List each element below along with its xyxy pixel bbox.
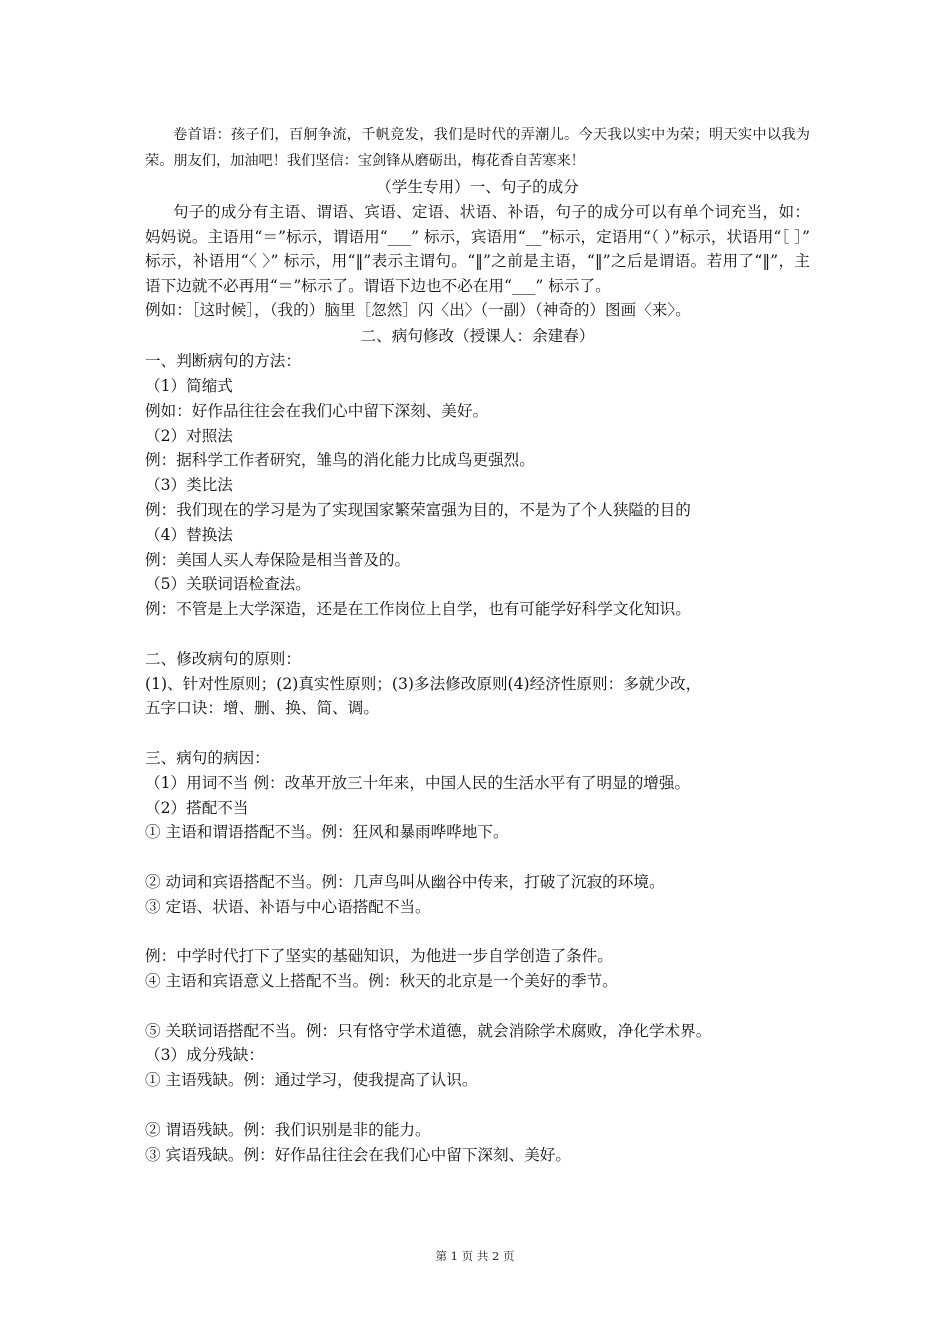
page-content [145,122,810,1167]
text-line: (1)、针对性原则；(2)真实性原则；(3)多法修改原则(4)经济性原则：多就少改， [145,674,702,693]
text-line: 例：美国人买人寿保险是相当普及的。 [145,550,411,569]
text-line: 二、修改病句的原则： [145,649,301,668]
text-line: （3）类比法 [145,476,233,495]
text-line: 例：中学时代打下了坚实的基础知识，为他进一步自学创造了条件。 [145,947,613,966]
blank-line [145,920,810,945]
section1-example: 例如：［这时候］，（我的）脑里［忽然］闪〈出〉（一副）（神奇的）图画〈来〉。 [145,301,691,320]
text-line: （4）替换法 [145,525,233,544]
blank-line [145,845,810,870]
blank-line [145,721,810,746]
text-line: （1）用词不当 例：改革开放三十年来，中国人民的生活水平有了明显的增强。 [145,773,691,792]
text-line: ⑤ 关联词语搭配不当。例：只有恪守学术道德，就会消除学术腐败，净化学术界。 [145,1021,712,1040]
text-line: ① 主语残缺。例：通过学习，使我提高了认识。 [145,1071,478,1090]
text-line: ③ 宾语残缺。例：好作品往往会在我们心中留下深刻、美好。 [145,1145,571,1164]
text-line: 例如：好作品往往会在我们心中留下深刻、美好。 [145,401,489,420]
text-line: ② 动词和宾语搭配不当。例：几声鸟叫从幽谷中传来，打破了沉寂的环境。 [145,872,665,891]
text-line: （3）成分残缺： [145,1046,265,1065]
text-line: 例：据科学工作者研究，雏鸟的消化能力比成鸟更强烈。 [145,451,535,470]
text-line: 三、病句的病因： [145,748,270,767]
blank-line [145,994,810,1019]
page-footer: 第 1 页 共 2 页 [435,1249,515,1263]
section2-body [145,349,810,1167]
intro-paragraph: 卷首语：孩子们，百舸争流，千帆竞发，我们是时代的弄潮儿。今天我以实中为荣；明天实中以我为荣。朋友们，加油吧！我们坚信：宝剑锋从磨砺出，梅花香自苦寒来！ [145,127,810,169]
text-line: （2）搭配不当 [145,798,249,817]
blank-line [145,622,810,647]
text-line: 五字口诀：增、删、换、简、调。 [145,699,379,718]
text-line: 例：我们现在的学习是为了实现国家繁荣富强为目的，不是为了个人狭隘的目的 [145,500,691,519]
text-line: ③ 定语、状语、补语与中心语搭配不当。 [145,897,431,916]
section1-body: 句子的成分有主语、谓语、宾语、定语、状语、补语，句子的成分可以有单个词充当，如：妈妈说。主语用“＝”标示，谓语用“___” 标示，宾语用“__”标示，定语用“（ ）”标示，状语用“［ ］” 标示，补语用“〈 〉” 标示，用“‖”表示主谓句。“‖”之前是主语，“‖”之后是谓语。若用了“‖”，主语下边就不必再用“＝”标示了。谓语下边也不必在用“___” 标示了。 [145,203,810,295]
blank-line [145,1093,810,1118]
section1-title: （学生专用）一、句子的成分 [376,178,579,196]
text-line: ① 主语和谓语搭配不当。例：狂风和暴雨哗哗地下。 [145,823,509,842]
text-line: ② 谓语残缺。例：我们识别是非的能力。 [145,1120,431,1139]
text-line: （1）简缩式 [145,376,233,395]
text-line: 一、判断病句的方法： [145,352,301,371]
text-line: （2）对照法 [145,426,233,445]
text-line: 例：不管是上大学深造，还是在工作岗位上自学，也有可能学好科学文化知识。 [145,600,691,619]
text-line: ④ 主语和宾语意义上搭配不当。例：秋天的北京是一个美好的季节。 [145,972,618,991]
section2-title: 二、病句修改（授课人：余建春） [360,327,595,346]
text-line: （5）关联词语检查法。 [145,575,311,594]
